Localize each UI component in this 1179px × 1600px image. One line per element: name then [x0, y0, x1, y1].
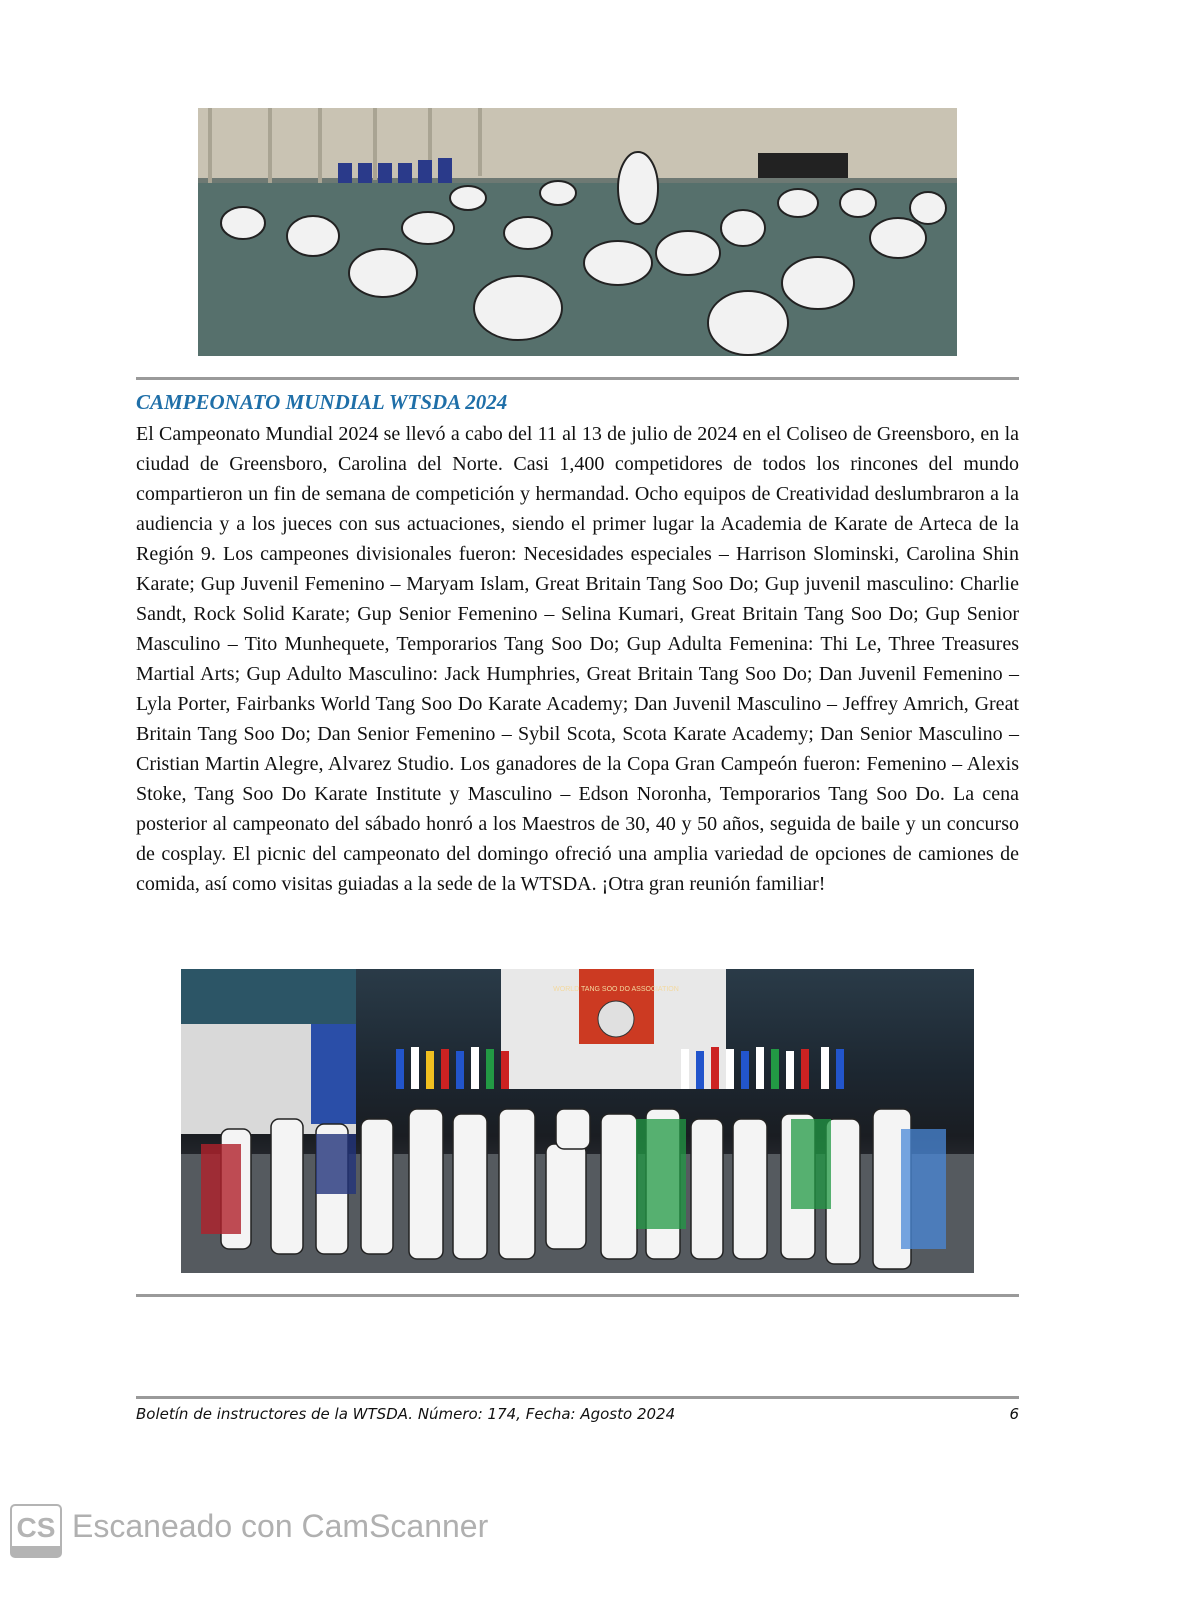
article-body: El Campeonato Mundial 2024 se llevó a cabo del 11 al 13 de julio de 2024 en el Coliseo de Greensboro, en la ciudad de Greensboro, Carolina del Norte. Casi 1,400 competidores de todos los rincones del mundo compartieron un fin de semana de competición y hermandad. Ocho equipos de Creatividad deslumbraron a la audiencia y a los jueces con sus actuaciones, siendo el primer lugar la Academia de Karate de Arteca de la Región 9. Los campeones divisionales fueron: Necesidades especiales – Harrison Slominski, Carolina Shin Karate; Gup Juvenil Femenino – Maryam Islam, Great Britain Tang Soo Do; Gup juvenil masculino: Charlie Sandt, Rock Solid Karate; Gup Senior Femenino – Selina Kumari, Great Britain Tang Soo Do; Gup Senior Masculino – Tito Munhequete, Temporarios Tang Soo Do; Gup Adulta Femenina: Thi Le, Three Treasures Martial Arts; Gup Adulto Masculino: Jack Humphries, Great Britain Tang Soo Do; Dan Juvenil Femenino – Lyla Porter, Fairbanks World Tang Soo Do Karate Academy; Dan Juvenil Masculino – Jeffrey Amrich, Great Britain Tang Soo Do; Dan Senior Femenino – Sybil Scota, Scota Karate Academy; Dan Senior Masculino – Cristian Martin Alegre, Alvarez Studio. Los ganadores de la Copa Gran Campeón fueron: Femenino – Alexis Stoke, Tang Soo Do Karate Institute y Masculino – Edson Noronha, Temporarios Tang Soo Do. La cena posterior al campeonato del sábado honró a los Maestros de 30, 40 y 50 años, seguida de baile y un concurso de cosplay. El picnic del campeonato del domingo ofreció una amplia variedad de opciones de camiones de comida, así como visitas guiadas a la sede de la WTSDA. ¡Otra gran reunión familiar! [136, 423, 1019, 895]
banner-text: WORLD TANG SOO DO ASSOCIATION [553, 986, 679, 993]
blue-flag [901, 1129, 946, 1249]
uk-flag [316, 1134, 356, 1194]
association-emblem [598, 1001, 634, 1037]
article-heading: CAMPEONATO MUNDIAL WTSDA 2024 [136, 390, 508, 414]
champions-illustration [181, 969, 974, 1273]
training-class-photo [198, 108, 957, 356]
section-divider-bottom [136, 1294, 1019, 1297]
footer-divider [136, 1396, 1019, 1399]
camscanner-logo-icon: CS [10, 1504, 62, 1558]
flag-on-shoulder [791, 1119, 831, 1209]
camscanner-watermark: Escaneado con CamScanner [72, 1508, 489, 1544]
champions-group-photo [181, 969, 974, 1273]
green-flag [636, 1119, 686, 1229]
footer-publication-info: Boletín de instructores de la WTSDA. Número: 174, Fecha: Agosto 2024 [136, 1405, 676, 1423]
usa-flag [201, 1144, 241, 1234]
section-divider-top [136, 377, 1019, 380]
arena-wall [181, 969, 356, 1024]
page-number: 6 [1009, 1405, 1019, 1423]
training-class-illustration [198, 108, 957, 356]
table [758, 153, 848, 178]
blue-door [311, 1024, 356, 1124]
